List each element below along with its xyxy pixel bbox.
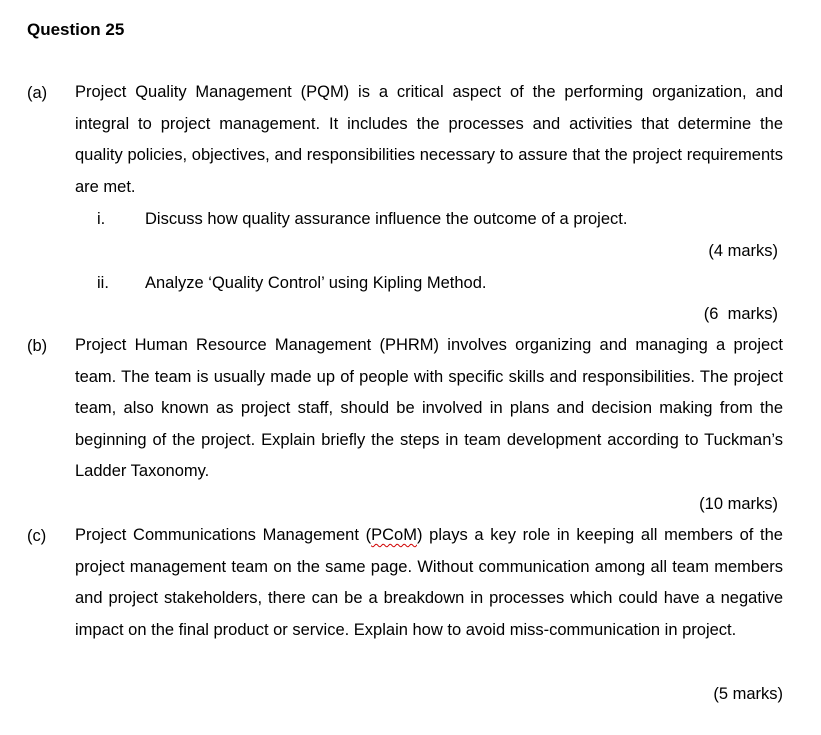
part-c-marks: (5 marks) — [713, 685, 783, 703]
part-b-label: (b) — [27, 337, 48, 355]
part-a-subitem-1-marks: (4 marks) — [708, 242, 778, 260]
part-a-subitem-1-number: i. — [97, 210, 106, 228]
part-b-marks: (10 marks) — [699, 495, 778, 513]
part-b-paragraph: Project Human Resource Management (PHRM) involves organizing and managing a project team. The team is usually made up of people with specific skills and responsibilities. The project team, also known as project staff, should be involved in plans and decision making from the beginning of the project. Explain briefly the steps in team development according to Tuckman’s Ladder Taxonomy. — [75, 336, 783, 480]
part-c-paragraph — [75, 520, 783, 646]
spellcheck-flagged-word: PCoM — [371, 526, 417, 544]
part-c-text-before: Project Communications Management ( — [75, 526, 372, 544]
part-a-subitem-2-number: ii. — [97, 274, 109, 292]
part-a-paragraph: Project Quality Management (PQM) is a critical aspect of the performing organization, and integral to project management. It includes the processes and activities that determine the quality policies, objectives, and responsibilities necessary to assure that the project requirements are met. — [75, 83, 783, 196]
question-title: Question 25 — [27, 20, 125, 39]
part-a-subitem-1-text: Discuss how quality assurance influence the outcome of a project. — [145, 210, 628, 228]
part-a-subitem-2-text: Analyze ‘Quality Control’ using Kipling Method. — [145, 274, 487, 292]
part-a-label: (a) — [27, 84, 48, 102]
part-c-text-after: ) plays a key role in keeping all members of the project management team on the same page. Without communication among all team members and project stakeholders, there can be a breakdown in processes which could have a negative impact on the final product or service. Explain how to avoid miss-communication in project. — [75, 526, 783, 639]
part-c-label: (c) — [27, 527, 47, 545]
part-a-subitem-2-marks: (6 marks) — [703, 305, 778, 323]
